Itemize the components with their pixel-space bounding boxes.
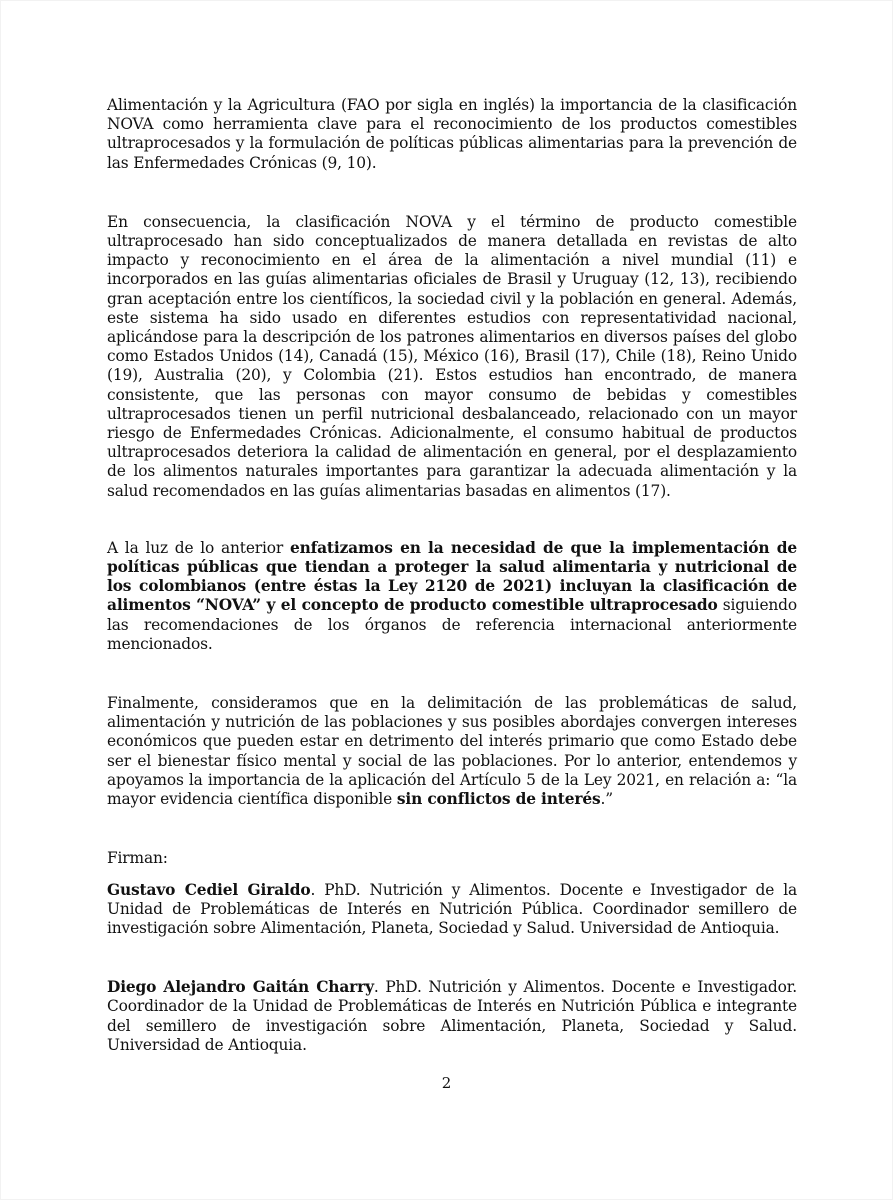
signatory-entry xyxy=(107,978,797,1055)
signatures-label: Firman: xyxy=(107,849,168,868)
page-number: 2 xyxy=(441,1074,452,1092)
signatory-description: . PhD. Nutrición y Alimentos. Docente e Investigador. Coordinador de la Unidad de Problemáticas de Interés en Nutrición Pública e integrante del semillero de investigación sobre Alimentación, Planeta, Sociedad y Salud. Universidad de Antioquia. xyxy=(107,978,797,1054)
signatory-name: Gustavo Cediel Giraldo xyxy=(107,880,311,899)
paragraph-fao-nova xyxy=(107,96,797,173)
emphasis-bold-text: sin conflictos de interés xyxy=(396,790,601,809)
emphasis-bold-text: enfatizamos en la necesidad de que la implementación de políticas públicas que tiendan a proteger la salud alimentaria y nutricional de los colombianos (entre éstas la Ley 2120 de 2021) incluyan la clasificación de alimentos “NOVA” y el concepto de producto comestible ultraprocesado xyxy=(107,538,798,615)
paragraph-emphasis xyxy=(107,539,797,654)
signatory-name: Diego Alejandro Gaitán Charry xyxy=(107,978,374,997)
paragraph-ending: siguiendo las recomendaciones de los órganos de referencia internacional anteriormente mencionados. xyxy=(107,596,797,653)
signatory-entry xyxy=(107,881,797,939)
document-body xyxy=(107,96,797,1055)
paragraph-ending: .” xyxy=(600,790,613,809)
paragraph-text: Finalmente, consideramos que en la delimitación de las problemáticas de salud, alimentación y nutrición de las poblaciones y sus posibles abordajes convergen intereses económicos que pueden estar en detrimento del interés primario que como Estado debe ser el bienestar físico mental y social de las poblaciones. Por lo anterior, entendemos y apoyamos la importancia de la aplicación del Artículo 5 de la Ley 2021, en relación a: “la mayor evidencia científica disponible xyxy=(107,694,797,809)
paragraph-intro: A la luz de lo anterior xyxy=(107,538,290,557)
paragraph-conflicts-of-interest xyxy=(107,694,797,809)
paragraph-text: En consecuencia, la clasificación NOVA y el término de producto comestible ultraprocesado han sido conceptualizados de manera detallada en revistas de alto impacto y reconocimiento en el área de la alimentación a nivel mundial (11) e incorporados en las guías alimentarias oficiales de Brasil y Uruguay (12, 13), recibiendo gran aceptación entre los científicos, la sociedad civil y la población en general. Además, este sistema ha sido usado en diferentes estudios con representatividad nacional, aplicándose para la descripción de los patrones alimentarios en diversos países del globo como Estados Unidos (14), Canadá (15), México (16), Brasil (17), Chile (18), Reino Unido (19), Australia (20), y Colombia (21). Estos estudios han encontrado, de manera consistente, que las personas con mayor consumo de bebidas y comestibles ultraprocesados tienen un perfil nutricional desbalanceado, relacionado con un mayor riesgo de Enfermedades Crónicas. Adicionalmente, el consumo habitual de productos ultraprocesados deteriora la calidad de alimentación en general, por el desplazamiento de los alimentos naturales importantes para garantizar la adecuada alimentación y la salud recomendados en las guías alimentarias basadas en alimentos (17). xyxy=(107,212,797,500)
paragraph-nova-studies xyxy=(107,213,797,501)
signatory-description: . PhD. Nutrición y Alimentos. Docente e Investigador de la Unidad de Problemáticas de Interés en Nutrición Pública. Coordinador semillero de investigación sobre Alimentación, Planeta, Sociedad y Salud. Universidad de Antioquia. xyxy=(107,880,797,937)
paragraph-text: Alimentación y la Agricultura (FAO por sigla en inglés) la importancia de la clasificación NOVA como herramienta clave para el reconocimiento de los productos comestibles ultraprocesados y la formulación de políticas públicas alimentarias para la prevención de las Enfermedades Crónicas (9, 10). xyxy=(107,96,797,172)
